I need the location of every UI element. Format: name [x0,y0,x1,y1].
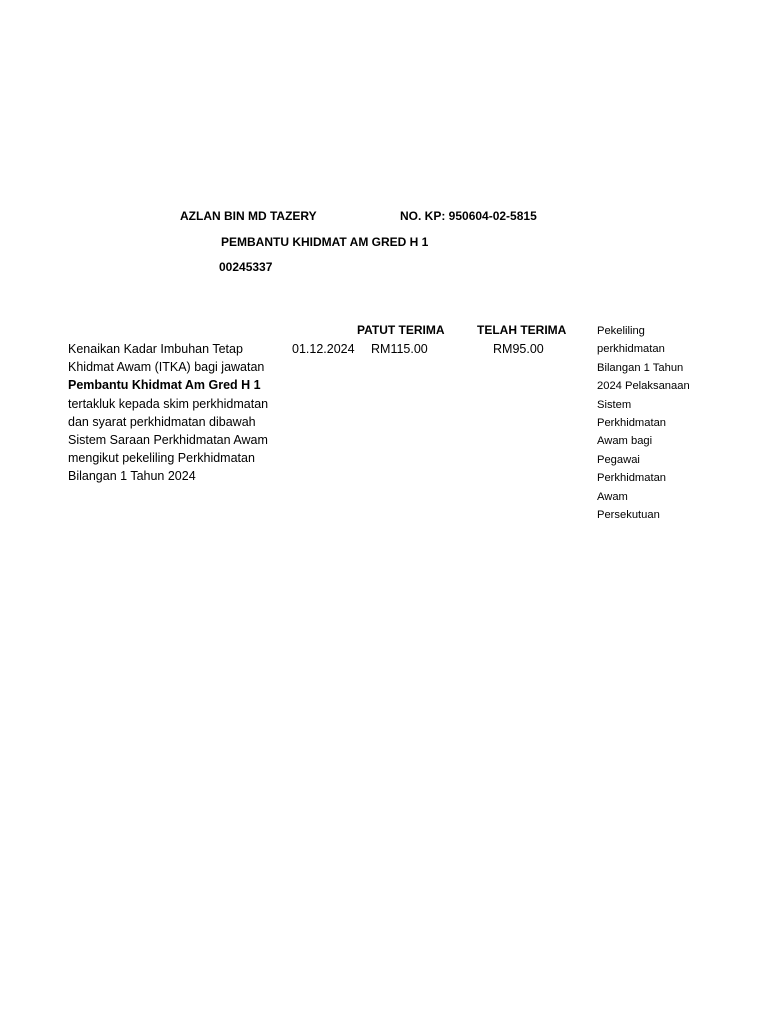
row-description [68,340,290,486]
employee-name: AZLAN BIN MD TAZERY [180,209,317,223]
reference-line: Sistem [597,398,632,411]
description-line: Bilangan 1 Tahun 2024 [68,469,196,484]
ic-number: NO. KP: 950604-02-5815 [400,209,537,223]
column-header-telah-terima: TELAH TERIMA [477,323,567,337]
reference-line: Awam bagi [597,435,653,448]
description-line: mengikut pekeliling Perkhidmatan [68,451,255,466]
row-date: 01.12.2024 [292,342,355,356]
reference-line: Bilangan 1 Tahun [597,361,684,374]
reference-line: 2024 Pelaksanaan [597,380,690,393]
description-line-position: Pembantu Khidmat Am Gred H 1 [68,378,261,393]
reference-line: Perkhidmatan [597,472,667,485]
reference-line: Perkhidmatan [597,417,667,430]
reference-line: Pekeliling [597,325,645,337]
row-reference [597,322,707,524]
row-telah-terima-amount: RM95.00 [493,342,544,356]
row-patut-terima-amount: RM115.00 [371,342,428,356]
reference-line: Awam [597,490,628,503]
column-header-patut-terima: PATUT TERIMA [357,323,445,337]
description-line: tertakluk kepada skim perkhidmatan [68,396,269,411]
position-title: PEMBANTU KHIDMAT AM GRED H 1 [221,235,429,249]
reference-line: Persekutuan [597,509,660,522]
reference-line: perkhidmatan [597,343,665,356]
description-line: Kenaikan Kadar Imbuhan Tetap [68,342,243,356]
reference-line: Pegawai [597,453,640,466]
description-line: Sistem Saraan Perkhidmatan Awam [68,433,268,448]
description-line: Khidmat Awam (ITKA) bagi jawatan [68,360,265,375]
description-line: dan syarat perkhidmatan dibawah [68,414,256,429]
staff-number: 00245337 [219,260,273,274]
